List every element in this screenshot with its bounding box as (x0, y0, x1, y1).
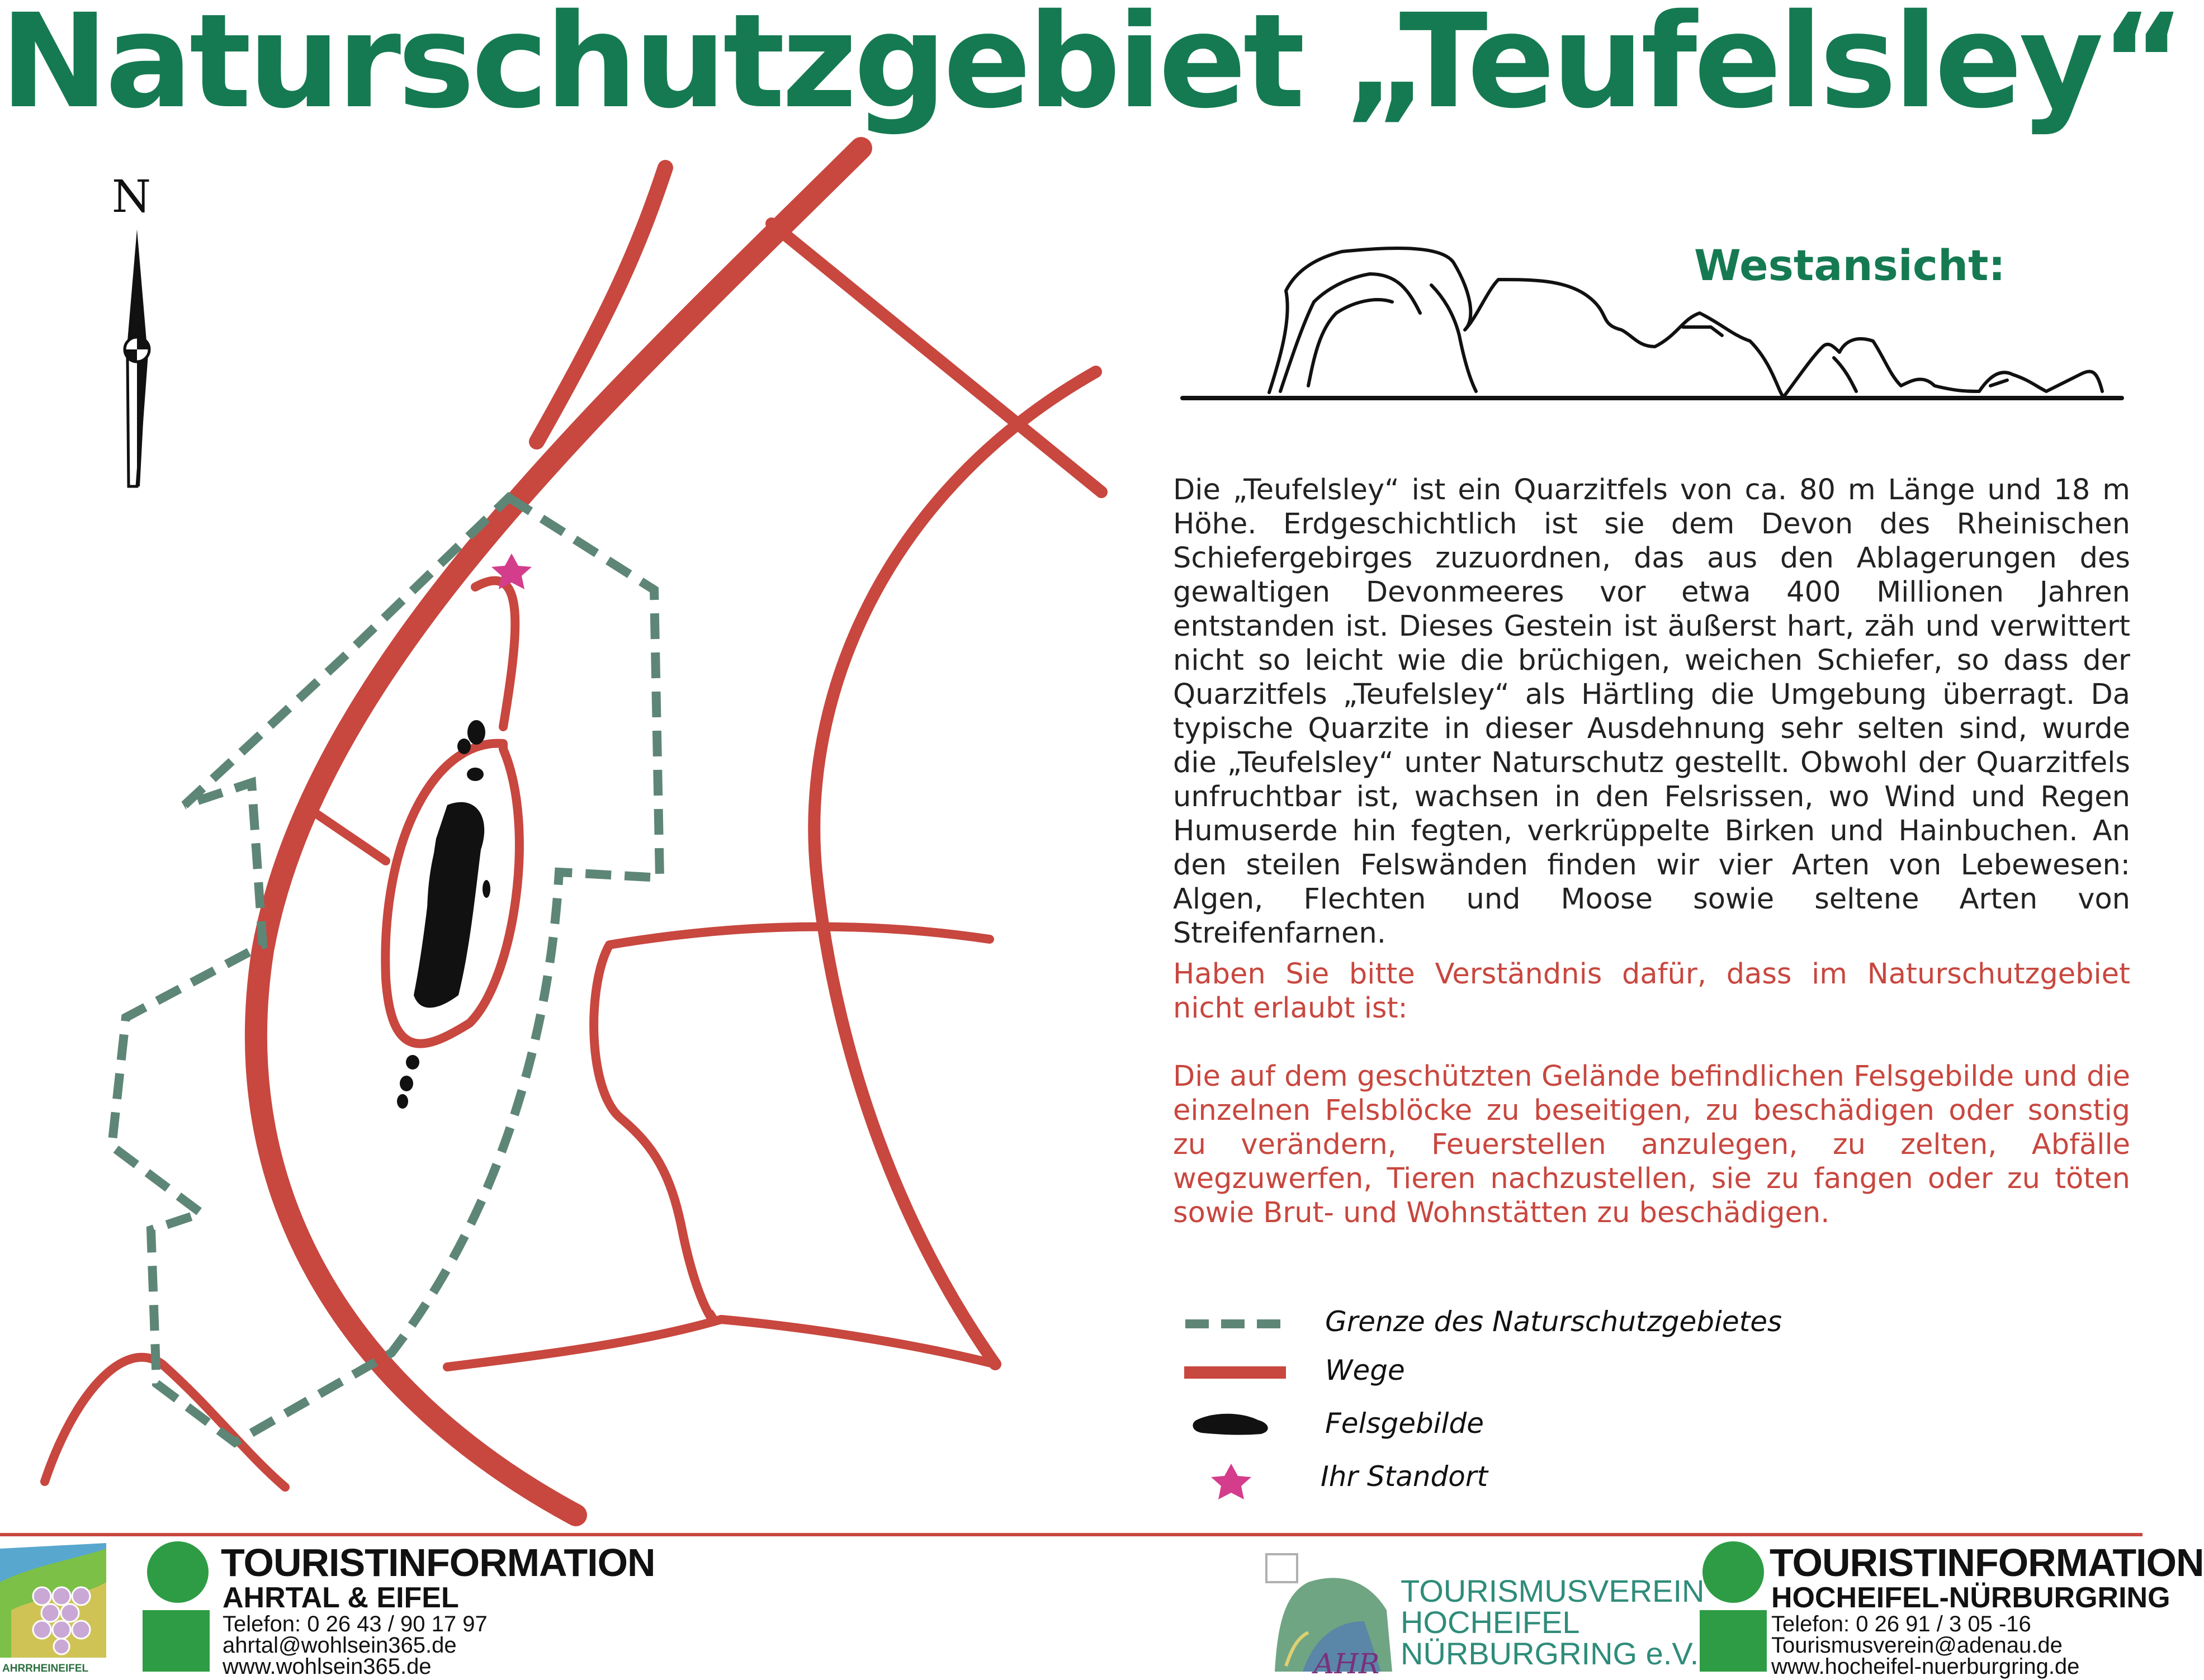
legend-rock-label: Felsgebilde (1325, 1407, 1484, 1440)
north-arrow-icon (125, 229, 149, 486)
right-info-email: Tourismusverein@adenau.de (1771, 1633, 2063, 1658)
legend-star-symbol (1211, 1464, 1251, 1499)
map-paths (45, 148, 1101, 1515)
rock-formation-top-3 (467, 768, 484, 781)
tourismusverein-line3: NÜRBURGRING e.V. (1401, 1636, 1699, 1671)
left-info-subtitle: AHRTAL & EIFEL (223, 1582, 459, 1614)
rock-formation-south-3 (397, 1094, 408, 1109)
map-path-lower (447, 1319, 995, 1367)
rock-formation-top-1 (467, 720, 485, 745)
rock-formation-south-1 (406, 1055, 419, 1069)
tourismusverein-line2: HOCHEIFEL (1401, 1605, 1580, 1640)
right-info-title: TOURISTINFORMATION (1770, 1541, 2204, 1584)
description-text: Die „Teufelsley“ ist ein Quarzitfels von ca. 80 m Länge und 18 m Höhe. Erdgeschichtlich ist sie dem Devon des Rheinischen Schiefergebirges zuzuordnen, das aus den Ablagerungen des gewaltigen Devonmeeres vor etwa 400 Millionen Jahren entstanden ist. Dieses Gestein ist äußerst hart, zäh und verwittert nicht so leicht wie die brüchigen, weichen Schiefer, so dass der Quarzitfels „Teufelsley“ als Härtling die Umgebung überragt. Da typische Quarzite in dieser Ausdehnung sehr selten sind, wurde die „Teufelsley“ unter Naturschutz gestellt. Obwohl der Quarzitfels unfruchtbar ist, wachsen in den Felsrissen, wo Wind und Regen Humuserde hin fegten, verkrüppelte Birken und Hainbuchen. An den steilen Felswänden finden wir vier Arten von Lebewesen: Algen, Flechten und Moose sowie seltene Arten von Streifenfarnen. (1173, 474, 2130, 950)
tourismusverein-logo-text: AHR (1314, 1648, 1380, 1680)
left-info-phone: Telefon: 0 26 43 / 90 17 97 (223, 1612, 488, 1636)
legend-boundary-label: Grenze des Naturschutzgebietes (1325, 1305, 1782, 1338)
legend-path-label: Wege (1325, 1354, 1405, 1386)
rock-formation-south-2 (400, 1076, 413, 1091)
right-info-web: www.hocheifel-nuerburgring.de (1771, 1654, 2080, 1679)
page-title: Naturschutzgebiet „Teufelsley“ (0, 0, 2182, 137)
notice-text: Haben Sie bitte Verständnis dafür, dass im Naturschutzgebiet nicht erlaubt ist: (1173, 958, 2130, 1025)
left-info-email: ahrtal@wohlsein365.de (223, 1633, 457, 1658)
right-info-subtitle: HOCHEIFEL-NÜRBURGRING (1771, 1582, 2170, 1614)
legend-standort-label: Ihr Standort (1321, 1460, 1488, 1493)
left-info-title: TOURISTINFORMATION (221, 1541, 655, 1584)
ahr-rhein-eifel-logo (0, 1543, 106, 1658)
map-path-east-curve (814, 372, 1096, 1364)
rock-formation-side (483, 880, 490, 898)
map-path-diagonal-east (772, 224, 1101, 492)
info-i-icon-left (143, 1541, 210, 1672)
ahr-rhein-eifel-logo-text: AHRRHEINEIFEL (2, 1663, 89, 1674)
legend-symbols (1184, 1324, 1286, 1499)
left-info-web: www.wohlsein365.de (223, 1654, 432, 1679)
right-info-phone: Telefon: 0 26 91 / 3 05 -16 (1771, 1612, 2031, 1636)
legend-rock-symbol (1193, 1414, 1267, 1435)
footer-divider (0, 1533, 2142, 1536)
north-label: N (112, 171, 151, 223)
rock-formations (397, 720, 490, 1109)
west-view-label: Westansicht: (1694, 240, 2006, 290)
map-path-loop-upper (475, 581, 515, 727)
rock-formation-top-2 (457, 739, 471, 754)
info-i-icon-right (1700, 1541, 1767, 1672)
map-path-southwest-arc (45, 1357, 285, 1487)
map-path-connector (316, 813, 386, 861)
prohibitions-text: Die auf dem geschützten Gelände befindlichen Felsgebilde und die einzelnen Felsblöcke zu beseitigen, zu beschädigen oder sonstig zu verändern, Feuerstellen anzulegen, zu zelten, Abfälle wegzuwerfen, Tieren nachzustellen, sie zu fangen oder zu töten sowie Brut- und Wohnstätten zu beschädigen. (1173, 1060, 2130, 1229)
tourismusverein-line1: TOURISMUSVEREIN (1401, 1573, 1705, 1608)
